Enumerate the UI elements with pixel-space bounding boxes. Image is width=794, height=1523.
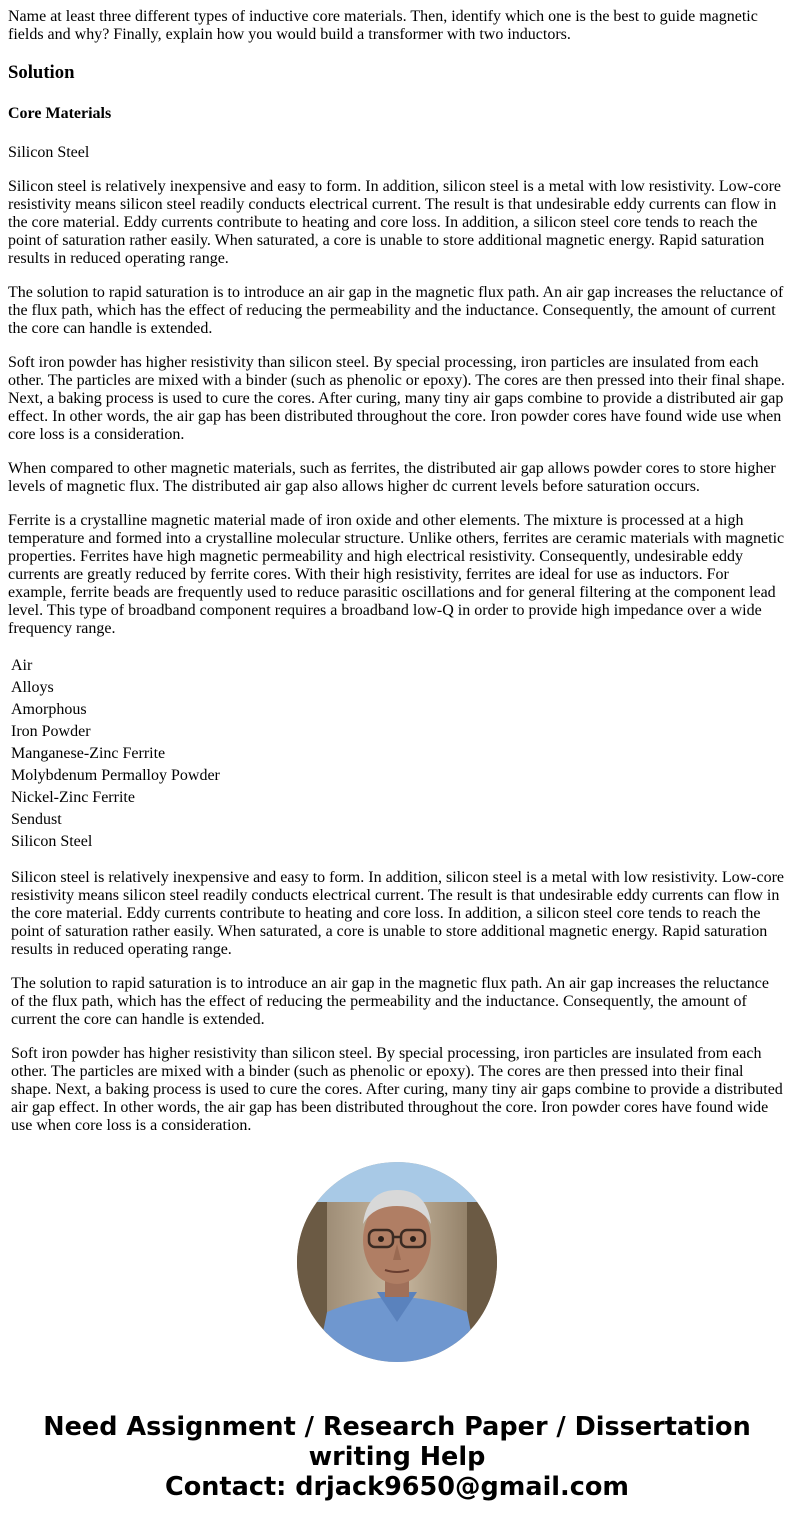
indented-section [8, 655, 786, 1135]
paragraph: Soft iron powder has higher resistivity than silicon steel. By special processing, iron particles are insulated from each other. The particles are mixed with a binder (such as phenolic or epoxy). The cores are then pressed into their final shape. Next, a baking process is used to cure the cores. After curing, many tiny air gaps combine to provide a distributed air gap effect. In other words, the air gap has been distributed throughout the core. Iron powder cores have found wide use when core loss is a consideration. [11, 1045, 783, 1134]
silicon-steel-label: Silicon Steel [8, 144, 90, 161]
paragraph: The solution to rapid saturation is to introduce an air gap in the magnetic flux path. An air gap increases the reluctance of the flux path, which has the effect of reducing the permeability and the inductance. Consequently, the amount of current the core can handle is extended. [8, 284, 784, 337]
author-portrait-image [297, 1162, 497, 1362]
paragraph: Soft iron powder has higher resistivity than silicon steel. By special processing, iron particles are insulated from each other. The particles are mixed with a binder (such as phenolic or epoxy). The cores are then pressed into their final shape. Next, a baking process is used to cure the cores. After curing, many tiny air gaps combine to provide a distributed air gap effect. In other words, the air gap has been distributed throughout the core. Iron powder cores have found wide use when core loss is a consideration. [8, 354, 785, 443]
list-item: Manganese-Zinc Ferrite [11, 745, 166, 762]
list-item: Alloys [11, 679, 54, 696]
core-materials-heading: Core Materials [8, 105, 112, 122]
paragraph: Silicon steel is relatively inexpensive and easy to form. In addition, silicon steel is a metal with low resistivity. Low-core resistivity means silicon steel readily conducts electrical current. The result is that undesirable eddy currents can flow in the core material. Eddy currents contribute to heating and core loss. In addition, a silicon steel core tends to reach the point of saturation rather easily. When saturated, a core is unable to store additional magnetic energy. Rapid saturation results in reduced operating range. [8, 178, 782, 267]
materials-list [11, 655, 786, 853]
paragraph: When compared to other magnetic materials, such as ferrites, the distributed air gap allows powder cores to store higher levels of magnetic flux. The distributed air gap also allows higher dc current levels before saturation occurs. [8, 460, 776, 495]
paragraph: Silicon steel is relatively inexpensive and easy to form. In addition, silicon steel is a metal with low resistivity. Low-core resistivity means silicon steel readily conducts electrical current. The result is that undesirable eddy currents can flow in the core material. Eddy currents contribute to heating and core loss. In addition, a silicon steel core tends to reach the point of saturation rather easily. When saturated, a core is unable to store additional magnetic energy. Rapid saturation results in reduced operating range. [11, 869, 785, 958]
author-avatar [297, 1162, 497, 1362]
paragraph: The solution to rapid saturation is to introduce an air gap in the magnetic flux path. An air gap increases the reluctance of the flux path, which has the effect of reducing the permeability and the inductance. Consequently, the amount of current the core can handle is extended. [11, 975, 769, 1028]
list-item: Air [11, 657, 33, 674]
list-item: Nickel-Zinc Ferrite [11, 789, 135, 806]
list-item: Sendust [11, 811, 62, 828]
contact-banner [0, 1412, 794, 1502]
solution-heading: Solution [8, 62, 75, 83]
paragraph: Ferrite is a crystalline magnetic material made of iron oxide and other elements. The mixture is processed at a high temperature and formed into a crystalline molecular structure. Unlike others, ferrites are ceramic materials with magnetic properties. Ferrites have high magnetic permeability and high electrical resistivity. Consequently, undesirable eddy currents are greatly reduced by ferrite cores. With their high resistivity, ferrites are ideal for use as inductors. For example, ferrite beads are frequently used to reduce parasitic oscillations and for general filtering at the component lead level. This type of broadband component requires a broadband low-Q in order to provide high impedance over a wide frequency range. [8, 512, 785, 637]
avatar-container [0, 1162, 794, 1362]
list-item: Iron Powder [11, 723, 91, 740]
question-text: Name at least three different types of inductive core materials. Then, identify which one is the best to guide magnetic fields and why? Finally, explain how you would build a transformer with two inductors. [8, 8, 758, 43]
cta-line1: Need Assignment / Research Paper / Dissertation writing Help [43, 1412, 751, 1472]
list-item: Amorphous [11, 701, 87, 718]
cta-line2: Contact: drjack9650@gmail.com [165, 1472, 629, 1502]
list-item: Silicon Steel [11, 833, 93, 850]
list-item: Molybdenum Permalloy Powder [11, 767, 220, 784]
